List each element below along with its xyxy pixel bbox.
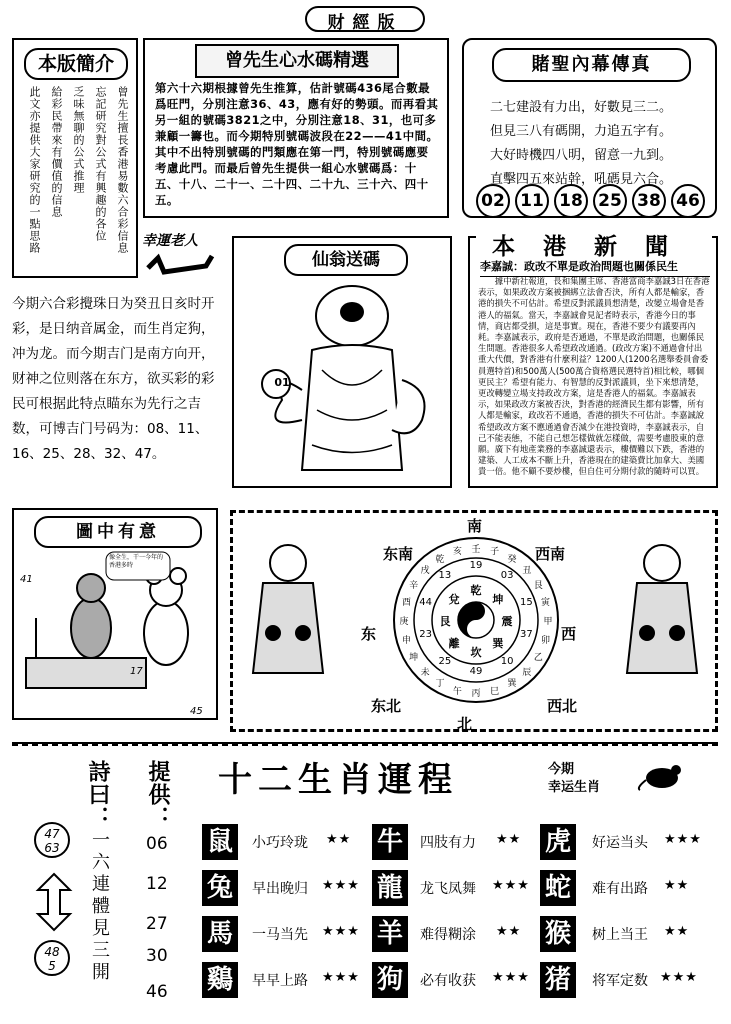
compass-number: 15 [520,596,533,608]
zodiac-phrase: 必有收获 [420,973,476,989]
news-box [468,233,718,488]
zodiac-phrase: 早早上路 [252,973,308,989]
provided-number: 46 [146,982,168,1002]
compass-number: 19 [469,560,483,571]
zodiac-sign: 鷄 [202,962,238,998]
compass-label-e: 东 [361,625,377,643]
compass-trigram-label: 乾 [470,584,482,597]
poem-text: 一六連體見三開 [89,830,110,984]
intro-box [12,38,138,278]
zodiac-stars: ★★★ [322,878,360,893]
circle-number: 47 63 [34,822,70,858]
compass-outer-char: 艮 [533,581,543,591]
zodiac-stars: ★★ [326,832,352,847]
zodiac-stars: ★★★ [322,970,360,985]
zodiac-sign: 兔 [202,870,238,906]
provided-number: 27 [146,914,168,934]
zodiac-phrase: 难得糊涂 [420,927,476,943]
header-title: 财經版 [327,13,403,33]
intro-col-e: 此文亦提供大家研究的一點思路 [28,86,41,254]
compass-outer-char: 未 [420,667,430,678]
intro-col-b: 忘記研究對公式有興趣的各位 [94,86,107,242]
poem-line: 但見三八有碼開，力追五字有。 [490,124,673,139]
compass-outer-char: 乾 [435,554,445,565]
compass-outer-char: 酉 [401,598,411,609]
intro-col-a: 曾先生擅長香港易數六合彩信息 [116,86,129,254]
compass-trigram-label: 離 [448,636,460,650]
picture-box [12,508,218,720]
circle-number: 48 5 [34,940,70,976]
compass-trigram-label: 坎 [470,646,482,659]
poem-line: 大好時機四八明，留意一九到。 [490,148,673,163]
lottery-ball: 18 [554,184,588,218]
compass-outer-char: 癸 [507,554,517,565]
immortal-title: 仙翁送碼 [284,244,408,276]
compass-number: 13 [438,570,452,582]
poem-title: 賭聖內幕傳真 [492,48,691,82]
lottery-text: 今期六合彩攪珠日为癸丑日亥时开彩，是日纳音属金，而生肖定狗，冲为龙。而今期吉门是南方向开，财神之位则落在东方，欲买彩的彩民可根据此特点瞄东为先行之吉数，可博吉门号码为：08、11、16、25、28、32、47。 [12,296,215,462]
compass-number: 37 [520,629,533,641]
lottery-ball: 25 [593,184,627,218]
zodiac-sign: 虎 [540,824,576,860]
zodiac-phrase: 难有出路 [592,881,648,897]
compass-label-s: 北 [457,715,473,733]
brush-stroke-icon [146,252,216,278]
double-arrow-icon [34,872,74,932]
zodiac-sign: 猴 [540,916,576,952]
poem-line: 直擊四五來站幹，吼碼見六合。 [490,172,673,187]
picture-number: 17 [130,666,143,677]
intro-col-d: 給彩民帶來有價值的信息 [50,86,63,218]
compass-trigram-label: 兌 [448,593,460,607]
lucky-label-a: 今期 [548,762,575,777]
news-body [478,276,710,484]
zodiac-sign: 龍 [372,870,408,906]
picture-title: 圖中有意 [34,516,202,548]
compass-outer-char: 辛 [409,581,419,591]
zodiac-stars: ★★★ [492,878,530,893]
zodiac-sign: 蛇 [540,870,576,906]
water-code-box [143,38,449,218]
provide-label: 提供： [145,760,170,829]
compass-trigram-label: 巽 [492,636,504,650]
zodiac-sign: 鼠 [202,824,238,860]
compass-label-sw: 西北 [547,697,578,715]
zodiac-stars: ★★★ [322,924,360,939]
right-child-figure-icon [617,533,707,713]
compass-outer-char: 丁 [435,679,445,690]
compass-outer-char: 坤 [409,653,419,663]
header-banner [300,6,430,32]
zodiac-phrase: 龙飞凤舞 [420,881,476,897]
compass-outer-char: 申 [401,635,411,646]
poem-label: 詩曰： [85,760,110,829]
zodiac-stars: ★★ [664,924,690,939]
compass-outer-char: 辰 [522,667,532,678]
zodiac-stars: ★★★ [492,970,530,985]
compass-outer-char: 壬 [471,545,481,555]
compass-label-n: 南 [467,517,483,535]
lottery-ball: 46 [671,184,705,218]
compass-outer-char: 丑 [522,566,532,577]
speech-bubble: 像全生，干一今年的香港多時 [109,554,164,569]
compass-label-nw: 西南 [535,545,566,563]
lottery-ball: 02 [476,184,510,218]
news-headline: 李嘉誠：政改不單是政治問題也關係民生 [480,258,710,277]
compass-label-ne: 东南 [383,545,414,563]
compass-number: 49 [469,666,483,677]
lottery-ball: 38 [632,184,666,218]
left-child-figure-icon [243,533,333,713]
compass-outer-char: 甲 [543,617,553,627]
compass-trigram-label: 坤 [492,593,504,607]
compass-number: 23 [419,629,432,641]
immortal-box [232,236,452,488]
lucky-tag-text: 幸運老人 [142,233,198,249]
mouse-icon [636,760,692,792]
zodiac-sign: 羊 [372,916,408,952]
picture-number: 45 [190,706,203,717]
zodiac-stars: ★★ [496,832,522,847]
zodiac-sign: 猪 [540,962,576,998]
lucky-tag [142,230,220,280]
zodiac-sign: 狗 [372,962,408,998]
lucky-label-b: 幸运生肖 [548,780,601,795]
zodiac-phrase: 四肢有力 [420,835,476,851]
poem-balls [476,184,710,218]
picture-number: 41 [20,574,33,585]
compass-outer-char: 午 [452,686,462,697]
immortal-ball-number: 01 [274,376,290,389]
zodiac-phrase: 一马当先 [252,927,308,943]
compass-number: 25 [438,655,452,667]
poem-box [462,38,717,218]
compass-box [230,510,718,732]
lottery-ball: 11 [515,184,549,218]
news-paragraph: 據中新社報道，長和集團主席、香港富商李嘉誠3日在香港表示，如果政改方案被捆綁立法會否決，所有人都是輸家，香港的損失不可估計。希望反對派議員想清楚，改變立場會是香港人的福氣。當天，李嘉誠會見記者時表示，香港今日的事情，商店都受損，這是事實。現在，香港不要少有議要再內耗。李嘉誠表示，政府是否通過，不單是政治問題，也關係民生問題。香港很多人希望政改通過。(政改方案)不通過會付出重大代價，對香港有什麼利益？1200人(1200名選舉委員會委員選特首)和500萬人(500萬合資格選民選特首)相比較，哪個更民主？希望有能力、有智慧的反對派議員，坐下來想清楚，更改轉變立場支持政改方案，這是香港人的福氣。李嘉誠表示，如果政改方案被否決，對香港的經濟民生都有影響，所有人都是輸家，政改若不通過，香港的損失不可估計。李嘉誠說希望政改方案不應通過會否減少在港投資時，李嘉誠表示，自己不能表態，不能自己想怎樣做就怎樣做，需要考慮股東的意願。廣下有地產業務的李嘉誠還表示，樓價難以下跌，香港的建築、人工成本不斷上升，香港現在的建築費比加拿大、美國貴一倍。他不顧不要炒樓，但自住可分期付款的隨時可以買。 [478,276,710,477]
zodiac-sign: 馬 [202,916,238,952]
zodiac-heading: 十二生肖運程 [218,760,458,800]
zodiac-sign: 牛 [372,824,408,860]
compass-number: 10 [500,655,514,667]
intro-col-c: 乏味無聊的公式推理 [72,86,85,194]
zodiac-phrase: 早出晚归 [252,881,308,897]
compass-outer-char: 戌 [420,566,430,577]
zodiac-stars: ★★★ [664,832,702,847]
zodiac-stars: ★★ [664,878,690,893]
poem-line: 二七建設有力出，好數見三二。 [490,100,673,115]
compass-outer-char: 巳 [490,686,500,697]
compass-trigram-label: 震 [501,615,513,628]
compass-trigram-label: 艮 [439,615,451,628]
zodiac-stars: ★★★ [660,970,698,985]
mice-cartoon-icon [16,548,216,718]
compass-outer-char: 庚 [399,617,409,627]
news-title: 本港新聞 [476,228,712,261]
compass-outer-char: 寅 [541,598,551,609]
zodiac-phrase: 好运当头 [592,835,648,851]
water-code-body: 第六十六期根據曾先生推算，估計號碼436尾合數最爲旺門，分別注意36、43，應有好的勢頭。而再看其另一組的號碼3821之中，分別注意18、31，也可多兼顧一籌也。而今期特別號碼波段在22——41中間。其中不出特別號碼的門類應在第一門，特別號碼應要考慮此門。而最后曾先生提供一組心水號碼爲：十五、十八、二十一、二十四、二十九、三十六、四十五。 [155,81,439,207]
zodiac-stars: ★★ [496,924,522,939]
compass-outer-char: 乙 [533,653,543,663]
provided-number: 06 [146,834,168,854]
compass-outer-char: 丙 [471,689,481,699]
compass-outer-char: 子 [490,547,500,558]
zodiac-phrase: 树上当王 [592,927,648,943]
compass-label-se: 东北 [371,697,402,715]
water-code-title: 曾先生心水碼精選 [195,44,399,78]
zodiac-phrase: 将军定数 [592,973,648,989]
compass-outer-char: 卯 [541,635,551,646]
zodiac-phrase: 小巧玲珑 [252,835,308,851]
compass-label-w: 西 [561,625,577,643]
intro-title: 本版簡介 [24,48,128,80]
compass-number: 44 [419,596,432,608]
compass-outer-char: 亥 [452,547,462,558]
provided-number: 12 [146,874,168,894]
compass-number: 03 [500,570,514,582]
provided-number: 30 [146,946,168,966]
divider [12,744,718,746]
compass-outer-char: 巽 [507,679,517,690]
